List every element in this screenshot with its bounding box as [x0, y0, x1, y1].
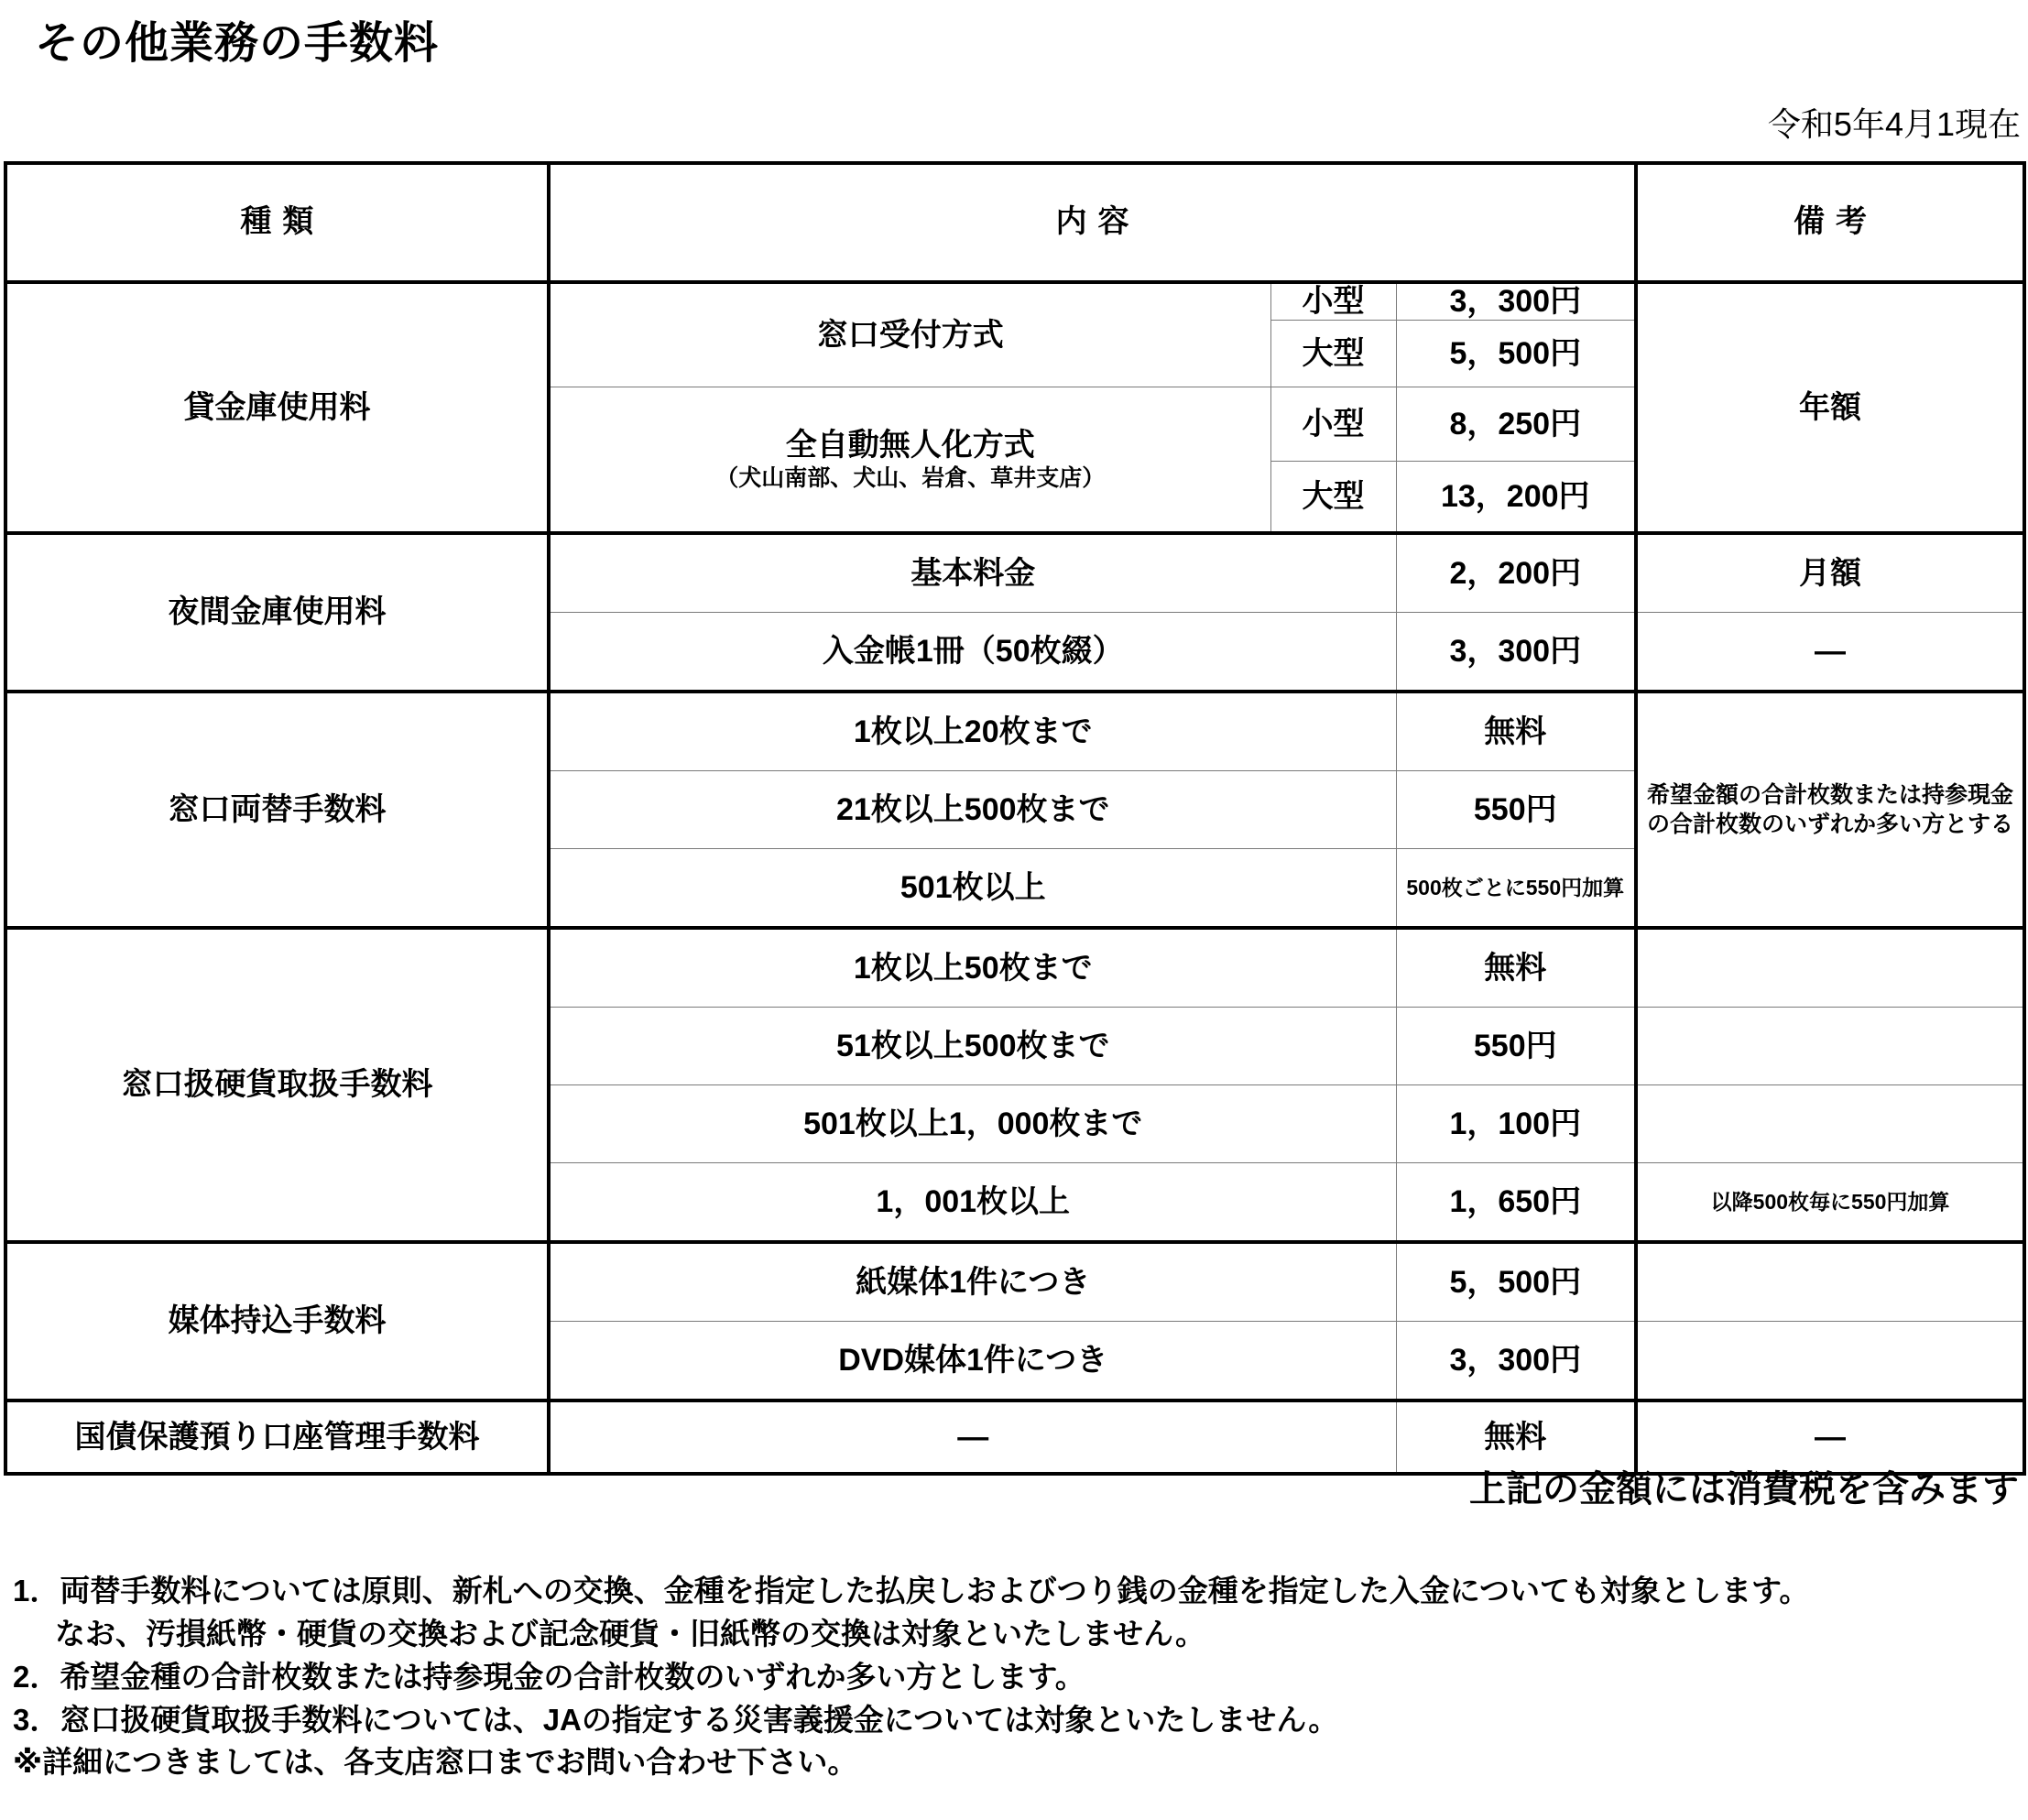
row-remarks	[1636, 1322, 2024, 1401]
row-remarks: 以降500枚毎に550円加算	[1636, 1163, 2024, 1243]
row-size: 大型	[1270, 462, 1396, 534]
row-kind: 窓口扱硬貨取扱手数料	[5, 928, 549, 1242]
column-header-kind: 種類	[5, 163, 549, 282]
row-fee: 3，300円	[1396, 1322, 1636, 1401]
row-size: 小型	[1270, 282, 1396, 321]
row-remarks	[1636, 1242, 2024, 1322]
footnote-item: 1．両替手数料については原則、新札への交換、金種を指定した払戻しおよびつり銭の金種を指定した入金についても対象とします。	[13, 1574, 1810, 1607]
row-content: 501枚以上1，000枚まで	[549, 1085, 1396, 1163]
row-fee: 550円	[1396, 771, 1636, 849]
table-row	[5, 692, 2024, 771]
row-fee: 無料	[1396, 928, 1636, 1008]
table-row	[5, 928, 2024, 1008]
column-header-remarks: 備考	[1636, 163, 2024, 282]
row-kind: 窓口両替手数料	[5, 692, 549, 928]
row-remarks: —	[1636, 1400, 2024, 1474]
table-row	[5, 282, 2024, 321]
row-content	[549, 387, 1270, 534]
as-of-date: 令和5年4月1現在	[1767, 105, 2021, 143]
footnote-item: 3．窓口扱硬貨取扱手数料については、JAの指定する災害義援金については対象といたしません。	[13, 1702, 1339, 1737]
row-content: —	[549, 1400, 1396, 1474]
row-kind: 夜間金庫使用料	[5, 533, 549, 692]
row-fee: 13，200円	[1396, 462, 1636, 534]
row-content: 51枚以上500枚まで	[549, 1008, 1396, 1085]
row-content: DVD媒体1件につき	[549, 1322, 1396, 1401]
row-fee: 2，200円	[1396, 533, 1636, 613]
row-fee: 1，100円	[1396, 1085, 1636, 1163]
row-content: 基本料金	[549, 533, 1396, 613]
row-content: 1枚以上20枚まで	[549, 692, 1396, 771]
row-content-main: 全自動無人化方式	[785, 427, 1035, 463]
row-remarks	[1636, 1085, 2024, 1163]
row-content: 入金帳1冊（50枚綴）	[549, 613, 1396, 692]
row-content: 1枚以上50枚まで	[549, 928, 1396, 1008]
table-row	[5, 533, 2024, 613]
row-fee: 1，650円	[1396, 1163, 1636, 1243]
row-fee: 8，250円	[1396, 387, 1636, 462]
row-content: 501枚以上	[549, 849, 1396, 929]
row-remarks: —	[1636, 613, 2024, 692]
row-size: 小型	[1270, 387, 1396, 462]
footnotes	[13, 1570, 2019, 1784]
row-remarks: 月額	[1636, 533, 2024, 613]
column-header-content: 内容	[549, 163, 1636, 282]
row-remarks	[1636, 1008, 2024, 1085]
row-content-note: （犬山南部、犬山、岩倉、草井支店）	[715, 464, 1106, 491]
row-kind: 媒体持込手数料	[5, 1242, 549, 1400]
row-fee: 500枚ごとに550円加算	[1396, 849, 1636, 929]
row-content: 紙媒体1件につき	[549, 1242, 1396, 1322]
row-fee: 無料	[1396, 1400, 1636, 1474]
footnote-item: 2．希望金種の合計枚数または持参現金の合計枚数のいずれか多い方とします。	[13, 1659, 1085, 1694]
row-kind: 貸金庫使用料	[5, 282, 549, 533]
row-content: 窓口受付方式	[549, 282, 1270, 387]
table-header-row	[5, 163, 2024, 282]
page-title: その他業務の手数料	[35, 19, 440, 68]
row-fee: 5，500円	[1396, 321, 1636, 387]
row-remarks	[1636, 928, 2024, 1008]
table-row	[5, 1242, 2024, 1322]
row-kind: 国債保護預り口座管理手数料	[5, 1400, 549, 1474]
row-fee: 550円	[1396, 1008, 1636, 1085]
row-fee: 3，300円	[1396, 282, 1636, 321]
row-remarks: 年額	[1636, 282, 2024, 533]
row-fee: 無料	[1396, 692, 1636, 771]
tax-inclusive-note: 上記の金額には消費税を含みます	[1469, 1469, 2019, 1509]
table-body	[5, 282, 2024, 1474]
row-content: 1，001枚以上	[549, 1163, 1396, 1243]
row-fee: 3，300円	[1396, 613, 1636, 692]
row-remarks: 希望金額の合計枚数または持参現金の合計枚数のいずれか多い方とする	[1636, 692, 2024, 928]
footnote-item: なお、汚損紙幣・硬貨の交換および記念硬貨・旧紙幣の交換は対象といたしません。	[55, 1616, 1205, 1651]
fee-table	[4, 161, 2026, 1476]
row-content: 21枚以上500枚まで	[549, 771, 1396, 849]
row-fee: 5，500円	[1396, 1242, 1636, 1322]
row-size: 大型	[1270, 321, 1396, 387]
footnote-item: ※詳細につきましては、各支店窓口までお問い合わせ下さい。	[13, 1745, 858, 1780]
